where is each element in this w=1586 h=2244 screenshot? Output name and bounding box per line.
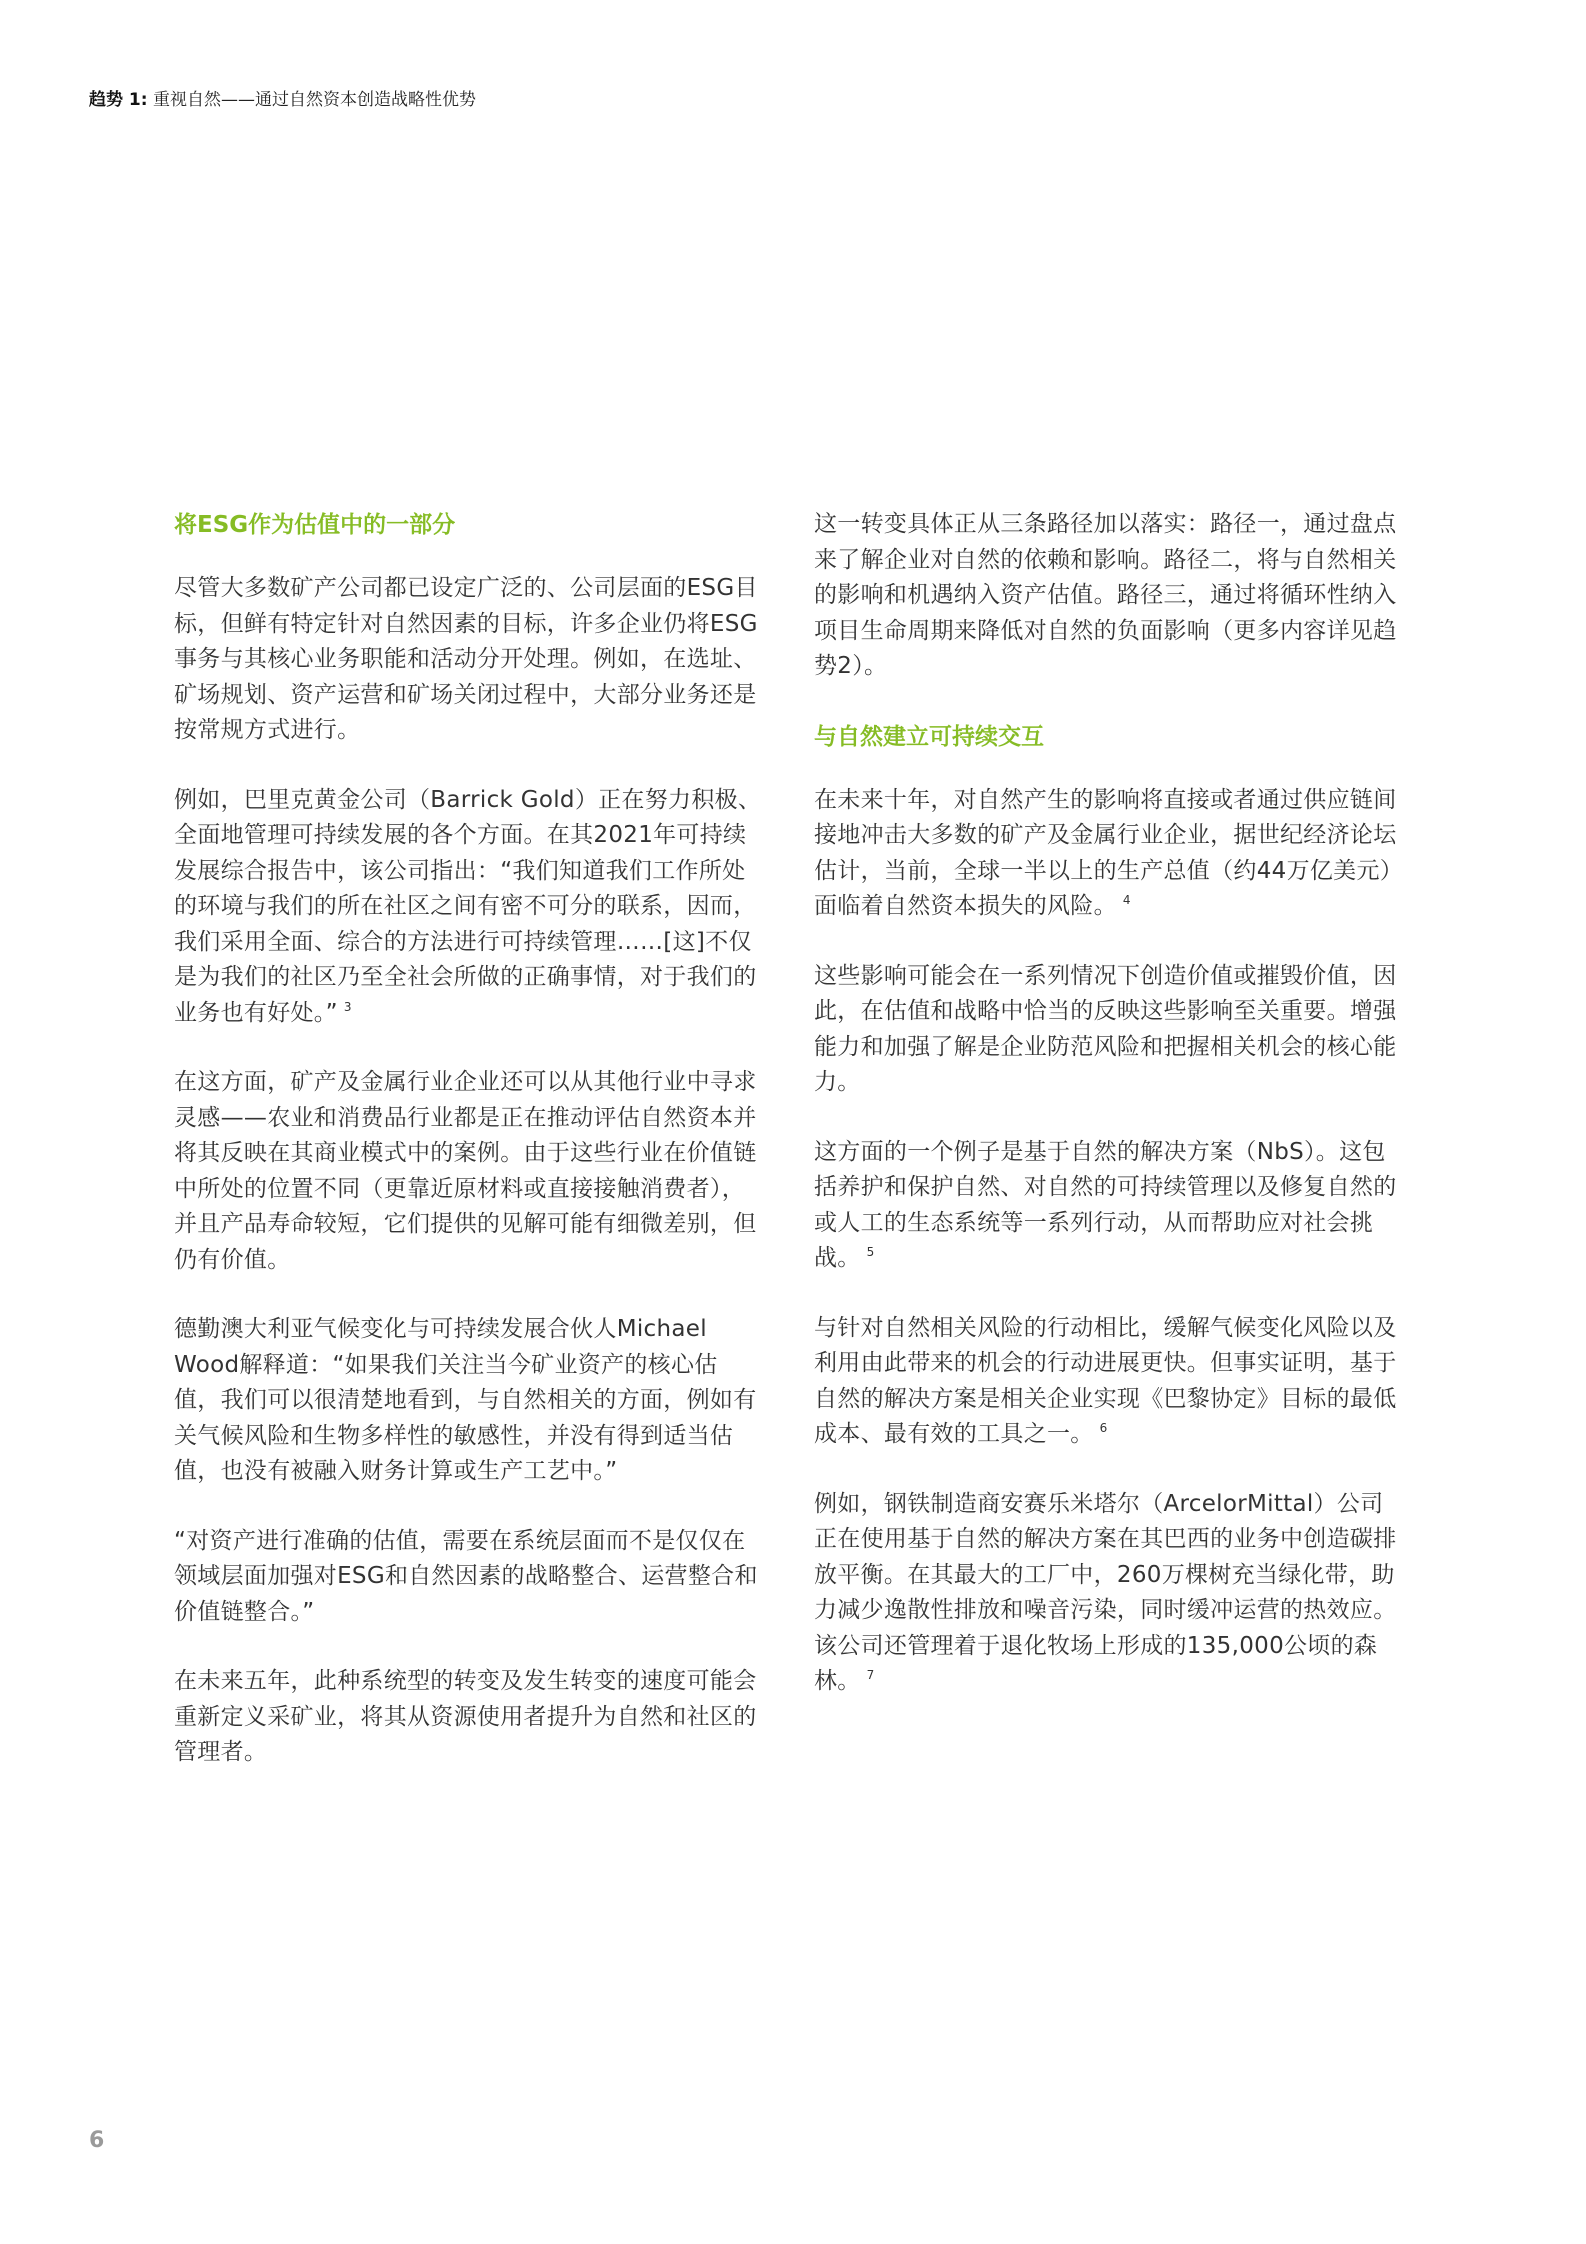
paragraph: 在未来十年，对自然产生的影响将直接或者通过供应链间接地冲击大多数的矿产及金属行业企业，据世纪经济论坛估计，当前，全球一半以上的生产总值（约44万亿美元）面临着自然资本损失的风险。 $^4$	[814, 786, 1404, 919]
right-column	[814, 507, 1404, 1734]
paragraph: 与针对自然相关风险的行动相比，缓解气候变化风险以及利用由此带来的机会的行动进展更快。但事实证明，基于自然的解决方案是相关企业实现《巴黎协定》目标的最低成本、最有效的工具之一。 $^6$	[814, 1314, 1397, 1447]
section-heading-sustainable-interaction: 与自然建立可持续交互	[814, 723, 1044, 750]
header-title: 重视自然——通过自然资本创造战略性优势	[152, 90, 476, 110]
footnote-ref: 5	[866, 1245, 875, 1260]
footnote-ref: 6	[1099, 1421, 1108, 1436]
paragraph: “对资产进行准确的估值，需要在系统层面而不是仅仅在领域层面加强对ESG和自然因素的战略整合、运营整合和价值链整合。”	[174, 1527, 758, 1625]
footnote-ref: 3	[343, 999, 352, 1014]
paragraph: 在未来五年，此种系统型的转变及发生转变的速度可能会重新定义采矿业，将其从资源使用者提升为自然和社区的管理者。	[174, 1668, 757, 1765]
footnote-ref: 4	[1122, 893, 1131, 908]
page-number: 6	[89, 2128, 105, 2153]
running-header	[89, 88, 476, 112]
paragraph: 这方面的一个例子是基于自然的解决方案（NbS）。这包括养护和保护自然、对自然的可持续管理以及修复自然的或人工的生态系统等一系列行动，从而帮助应对社会挑战。 $^5$	[814, 1138, 1397, 1271]
paragraph: 例如，巴里克黄金公司（Barrick Gold）正在努力积极、全面地管理可持续发展的各个方面。在其2021年可持续发展综合报告中，该公司指出：“我们知道我们工作所处的环境与我们的所在社区之间有密不可分的联系，因而，我们采用全面、综合的方法进行可持续管理……[这]不仅是为我们的社区乃至全社会所做的正确事情，对于我们的业务也有好处。” $^3$	[174, 786, 762, 1026]
paragraph: 这些影响可能会在一系列情况下创造价值或摧毁价值，因此，在估值和战略中恰当的反映这些影响至关重要。增强能力和加强了解是企业防范风险和把握相关机会的核心能力。	[814, 962, 1397, 1095]
paragraph: 这一转变具体正从三条路径加以落实：路径一，通过盘点来了解企业对自然的依赖和影响。路径二，将与自然相关的影响和机遇纳入资产估值。路径三，通过将循环性纳入项目生命周期来降低对自然的负面影响（更多内容详见趋势2）。	[814, 511, 1397, 679]
footnote-ref: 7	[866, 1668, 875, 1683]
paragraph: 德勤澳大利亚气候变化与可持续发展合伙人Michael Wood解释道：“如果我们关注当今矿业资产的核心估值，我们可以很清楚地看到，与自然相关的方面，例如有关气候风险和生物多样性的敏感性，并没有得到适当估值，也没有被融入财务计算或生产工艺中。”	[174, 1316, 757, 1484]
trend-label: 趋势 1:	[89, 90, 148, 110]
section-heading-esg-valuation: 将ESG作为估值中的一部分	[174, 512, 456, 538]
paragraph: 在这方面，矿产及金属行业企业还可以从其他行业中寻求灵感——农业和消费品行业都是正在推动评估自然资本并将其反映在其商业模式中的案例。由于这些行业在价值链中所处的位置不同（更靠近原材料或直接接触消费者），并且产品寿命较短，它们提供的见解可能有细微差别，但仍有价值。	[174, 1069, 757, 1273]
paragraph: 尽管大多数矿产公司都已设定广泛的、公司层面的ESG目标，但鲜有特定针对自然因素的目标，许多企业仍将ESG事务与其核心业务职能和活动分开处理。例如，在选址、矿场规划、资产运营和矿场关闭过程中，大部分业务还是按常规方式进行。	[174, 575, 758, 743]
paragraph: 例如，钢铁制造商安赛乐米塔尔（ArcelorMittal）公司正在使用基于自然的解决方案在其巴西的业务中创造碳排放平衡。在其最大的工厂中，260万棵树充当绿化带，助力减少逸散性排放和噪音污染，同时缓冲运营的热效应。该公司还管理着于退化牧场上形成的135,000公顷的森林。 $^7$	[814, 1490, 1397, 1694]
left-column	[174, 507, 764, 1805]
